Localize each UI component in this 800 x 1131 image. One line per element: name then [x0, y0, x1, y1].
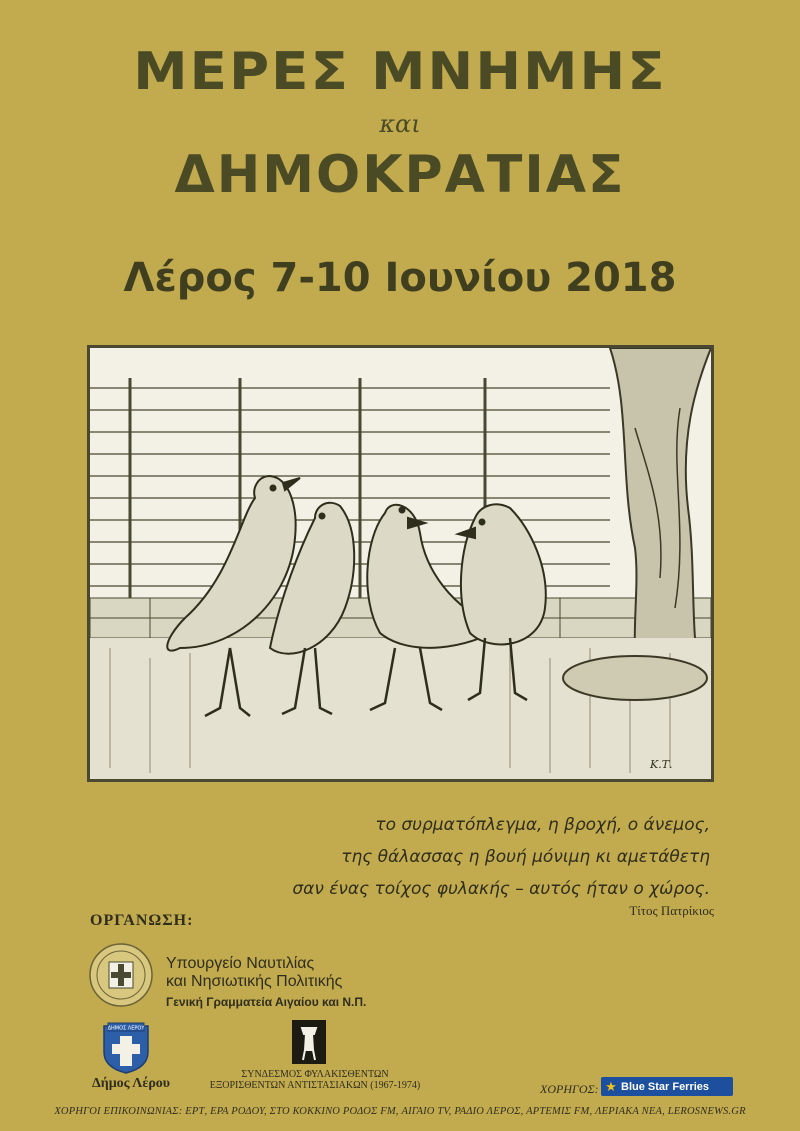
ministry-name-line-2: και Νησιωτικής Πολιτικής — [166, 973, 343, 990]
sponsor-label: ΧΟΡΗΓΟΣ: — [540, 1082, 599, 1096]
municipality-emblem-icon — [100, 1020, 152, 1074]
poem-author: Τίτος Πατρίκιος — [629, 903, 714, 918]
ministry-name-line-1: Υπουργείο Ναυτιλίας — [166, 955, 315, 972]
poem-line-1: το συρματόπλεγμα, η βροχή, ο άνεμος, — [375, 815, 710, 835]
dove-4 — [461, 504, 546, 644]
ministry-seal-icon — [88, 942, 154, 1008]
star-icon: ★ — [605, 1078, 617, 1094]
event-dates: Λέρος 7-10 Ιουνίου 2018 — [123, 255, 677, 301]
emblem-text: ΔΗΜΟΣ ΛΕΡΟΥ — [107, 1025, 145, 1032]
media-sponsors: ΧΟΡΗΓΟΙ ΕΠΙΚΟΙΝΩΝΙΑΣ: ΕΡΤ, ΕΡΑ ΡΟΔΟΥ, ΣΤΟ ΚΟΚΚΙΝΟ ΡΟΔΟΣ FM, ΑΙΓΑΙΟ TV, ΡΑΔΙΟ ΛΕΡΟΣ, ΑΡΤΕΜΙΣ FM, ΛΕΡΙΑΚΑ ΝΕΑ, LEROSNEWS.GR — [54, 1106, 746, 1117]
doves-barbed-wire-illustration — [87, 345, 714, 782]
sponsor-logo — [601, 1077, 733, 1096]
association-name-line-1: ΣΥΝΔΕΣΜΟΣ ΦΥΛΑΚΙΣΘΕΝΤΩΝ — [241, 1069, 389, 1080]
poem-line-2: της θάλασσας η βουή μόνιμη κι αμετάθετη — [341, 847, 710, 867]
title-line-2: ΔΗΜΟΚΡΑΤΙΑΣ — [174, 145, 626, 205]
artist-signature: K.Τ. — [650, 758, 673, 771]
sponsor-name: Blue Star Ferries — [621, 1080, 710, 1093]
municipality-name: Δήμος Λέρου — [92, 1076, 171, 1091]
association-logo-icon — [292, 1020, 326, 1064]
ministry-subdivision: Γενική Γραμματεία Αιγαίου και Ν.Π. — [166, 995, 367, 1009]
title-conjunction: και — [379, 110, 421, 138]
water-bowl — [563, 656, 707, 700]
title-line-1: ΜΕΡΕΣ ΜΝΗΜΗΣ — [133, 42, 667, 102]
organizer-label: ΟΡΓΑΝΩΣΗ: — [90, 912, 194, 929]
association-name-line-2: ΕΞΟΡΙΣΘΕΝΤΩΝ ΑΝΤΙΣΤΑΣΙΑΚΩΝ (1967-1974) — [209, 1080, 421, 1091]
poem-line-3: σαν ένας τοίχος φυλακής – αυτός ήταν ο χώρος. — [292, 879, 710, 899]
